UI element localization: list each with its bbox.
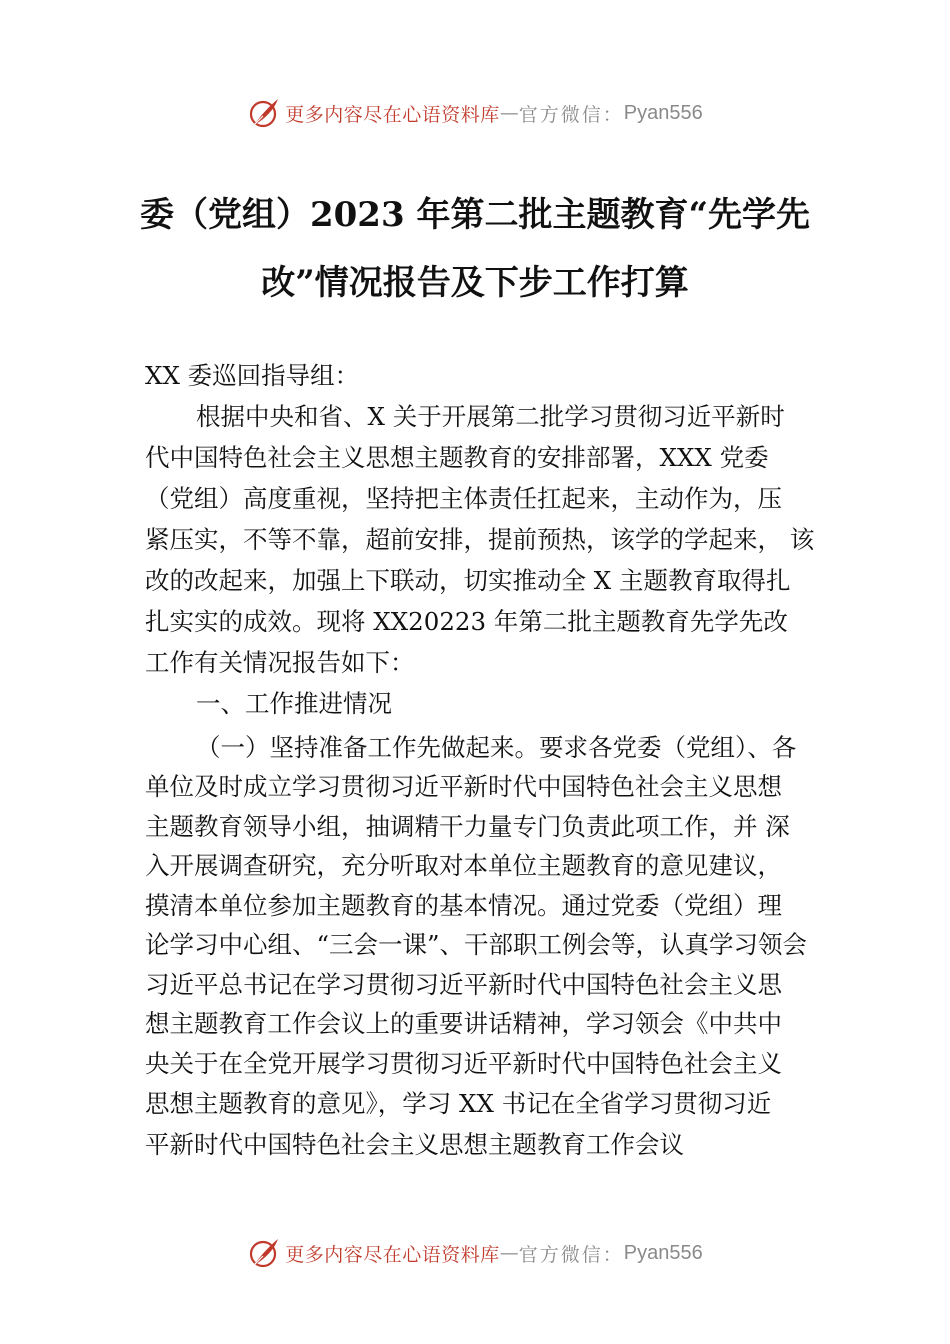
document-title-line-2: 改”情况报告及下步工作打算 [261, 263, 689, 303]
body-line: 根据中央和省、X 关于开展第二批学习贯彻习近平新时 [196, 402, 785, 431]
body-line: 论学习中心组、“三会一课”、干部职工例会等，认真学习领会 [145, 930, 808, 959]
body-line: 代中国特色社会主义思想主题教育的安排部署，XXX 党委 [145, 443, 769, 472]
subsection-heading: （一）坚持准备工作先做起来。要求各党委（党组）、各 [196, 733, 797, 762]
body-line: 工作有关情况报告如下： [145, 648, 415, 677]
body-line: 思想主题教育的意见》，学习 XX 书记在全省学习贯彻习近 [145, 1089, 772, 1118]
banner-site-text: 更多内容尽在心语资料库 [285, 103, 500, 126]
body-line: 入开展调查研究，充分听取对本单位主题教育的意见建议， [145, 851, 782, 880]
banner-wechat-label: 官方微信： [518, 103, 624, 126]
banner-wechat-id: Pyan556 [623, 101, 703, 124]
section-heading: 一、工作推进情况 [196, 689, 392, 718]
body-line: 单位及时成立学习贯彻习近平新时代中国特色社会主义思想 [145, 772, 782, 801]
body-line: 主题教育领导小组，抽调精干力量专门负责此项工作，并 深 [145, 812, 790, 841]
document-title-line-1: 委（党组）2023 年第二批主题教育“先学先 [139, 195, 811, 235]
body-line: 习近平总书记在学习贯彻习近平新时代中国特色社会主义思 [145, 970, 782, 999]
body-line: 央关于在全党开展学习贯彻习近平新时代中国特色社会主义 [145, 1049, 782, 1078]
body-line: 摸清本单位参加主题教育的基本情况。通过党委（党组）理 [145, 891, 782, 920]
body-line: 扎实实的成效。现将 XX20223 年第二批主题教育先学先改 [145, 607, 788, 636]
quill-pen-circle-icon [247, 1236, 281, 1270]
banner-dash: — [499, 1242, 519, 1264]
footer-banner [0, 1233, 950, 1273]
body-line: 平新时代中国特色社会主义思想主题教育工作会议 [145, 1130, 684, 1159]
body-line: 改的改起来，加强上下联动，切实推动全 X 主题教育取得扎 [145, 566, 791, 595]
quill-pen-circle-icon [247, 96, 281, 130]
body-line: （党组）高度重视，坚持把主体责任扛起来，主动作为，压 [145, 484, 782, 513]
header-banner [0, 93, 950, 133]
body-line: 紧压实，不等不靠，超前安排，提前预热，该学的学起来， 该 [145, 525, 815, 554]
banner-site-text: 更多内容尽在心语资料库 [285, 1243, 500, 1266]
body-line-salutation: XX 委巡回指导组： [145, 361, 360, 390]
banner-wechat-id: Pyan556 [623, 1241, 703, 1264]
body-line: 想主题教育工作会议上的重要讲话精神，学习领会《中共中 [145, 1009, 782, 1038]
banner-dash: — [499, 102, 519, 124]
banner-wechat-label: 官方微信： [518, 1243, 624, 1266]
